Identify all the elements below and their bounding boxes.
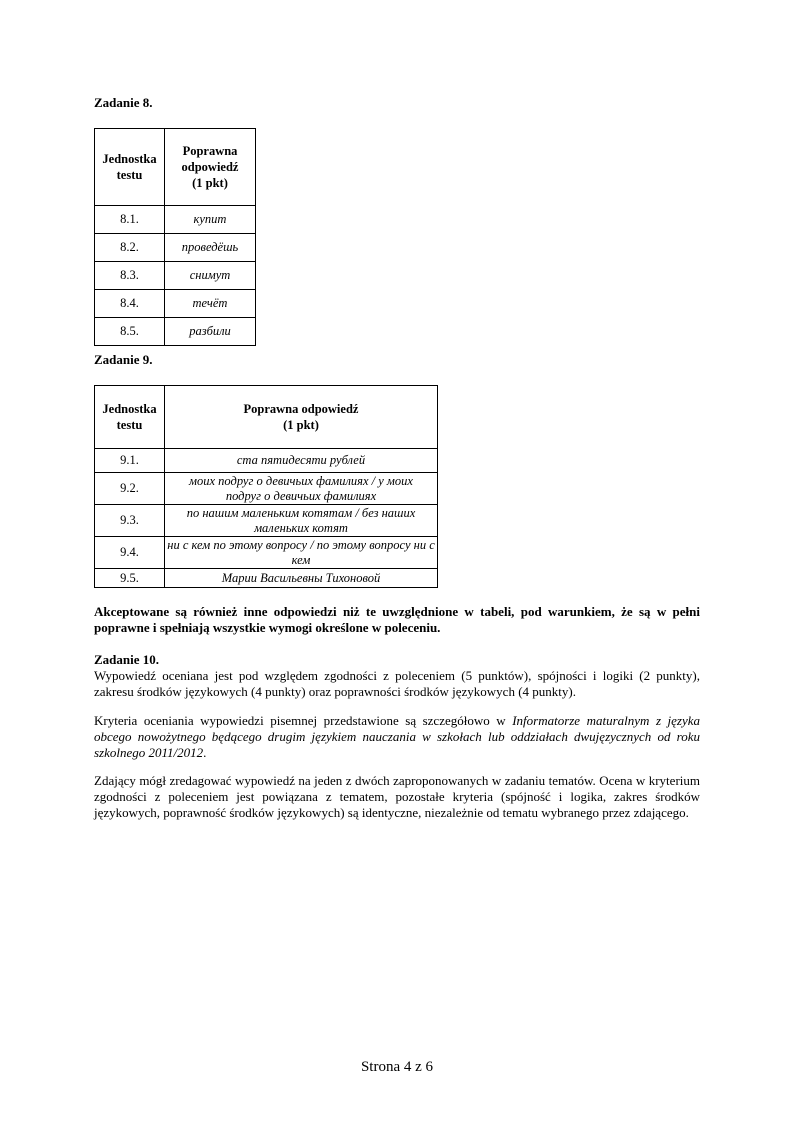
column-header-unit: [95, 129, 165, 206]
table-row: [95, 505, 438, 537]
unit-cell: 9.1.: [95, 449, 165, 473]
header-label: odpowiedź: [181, 160, 239, 174]
answer-cell: ни с кем по этому вопросу / по этому вопросу ни с кем: [165, 537, 438, 569]
answer-cell: по нашим маленьким котятам / без наших маленьких котят: [165, 505, 438, 537]
table-row: [95, 569, 438, 588]
header-label: Poprawna odpowiedź: [243, 402, 359, 416]
column-header-unit: [95, 386, 165, 449]
header-label: Jednostka testu: [102, 402, 157, 432]
task10-paragraph-1: Wypowiedź oceniana jest pod względem zgodności z poleceniem (5 punktów), spójności i logiki (2 punkty), zakresu środków językowych (4 punkty) oraz poprawności środków językowych (4 punkty).: [94, 668, 700, 699]
task10-heading: Zadanie 10.: [94, 652, 160, 667]
task10-paragraph-3: Zdający mógł zredagować wypowiedź na jeden z dwóch zaproponowanych w zadaniu tematów. Ocena w kryterium zgodności z poleceniem jest powiązana z tematem, pozostałe kryteria (spójność i logika, zakres środków językowych, poprawność środków językowych) są identyczne, niezależnie od tematu wybranego przez zdającego.: [94, 773, 700, 820]
table-row: [95, 449, 438, 473]
acceptance-note: Akceptowane są również inne odpowiedzi niż te uwzględnione w tabeli, pod warunkiem, że są w pełni poprawne i spełniają wszystkie wymogi określone w poleceniu.: [94, 604, 700, 635]
answer-cell: снимут: [165, 262, 256, 290]
answer-cell: течёт: [165, 290, 256, 318]
unit-cell: 9.2.: [95, 473, 165, 505]
paragraph-text: Kryteria oceniania wypowiedzi pisemnej przedstawione są szczegółowo w: [94, 713, 513, 728]
answer-cell: разбили: [165, 318, 256, 346]
paragraph-text: .: [203, 745, 207, 760]
column-header-answer: [165, 386, 438, 449]
unit-cell: 8.2.: [95, 234, 165, 262]
unit-cell: 9.5.: [95, 569, 165, 588]
task9-table: [94, 385, 438, 588]
task9-heading: Zadanie 9.: [94, 352, 153, 367]
answer-cell: ста пятидесяти рублей: [165, 449, 438, 473]
table-row: [95, 234, 256, 262]
header-label: Poprawna: [182, 144, 238, 158]
header-label: (1 pkt): [283, 418, 319, 432]
unit-cell: 9.3.: [95, 505, 165, 537]
header-label: Jednostka testu: [102, 152, 157, 182]
answer-cell: проведёшь: [165, 234, 256, 262]
table-row: [95, 318, 256, 346]
unit-cell: 8.3.: [95, 262, 165, 290]
unit-cell: 8.4.: [95, 290, 165, 318]
header-label: (1 pkt): [192, 176, 228, 190]
unit-cell: 9.4.: [95, 537, 165, 569]
table-row: [95, 290, 256, 318]
unit-cell: 8.5.: [95, 318, 165, 346]
task8-table: [94, 128, 256, 346]
answer-cell: моих подруг о девичьих фамилиях / у моих подруг о девичьих фамилиях: [165, 473, 438, 505]
answer-cell: купит: [165, 206, 256, 234]
answer-cell: Марии Васильевны Тихоновой: [165, 569, 438, 588]
table-row: [95, 206, 256, 234]
table-row: [95, 537, 438, 569]
task10-paragraph-2: [94, 713, 700, 761]
table-header-row: [95, 129, 256, 206]
table-row: [95, 262, 256, 290]
column-header-answer: [165, 129, 256, 206]
page-number: Strona 4 z 6: [360, 1059, 434, 1075]
task8-heading: Zadanie 8.: [94, 95, 153, 110]
table-row: [95, 473, 438, 505]
table-header-row: [95, 386, 438, 449]
unit-cell: 8.1.: [95, 206, 165, 234]
informator-title: Informatorze maturalnym z języka obcego nowożytnego będącego drugim językiem nauczania w szkołach lub oddziałach dwujęzycznych od roku szkolnego 2011/2012: [94, 713, 701, 760]
